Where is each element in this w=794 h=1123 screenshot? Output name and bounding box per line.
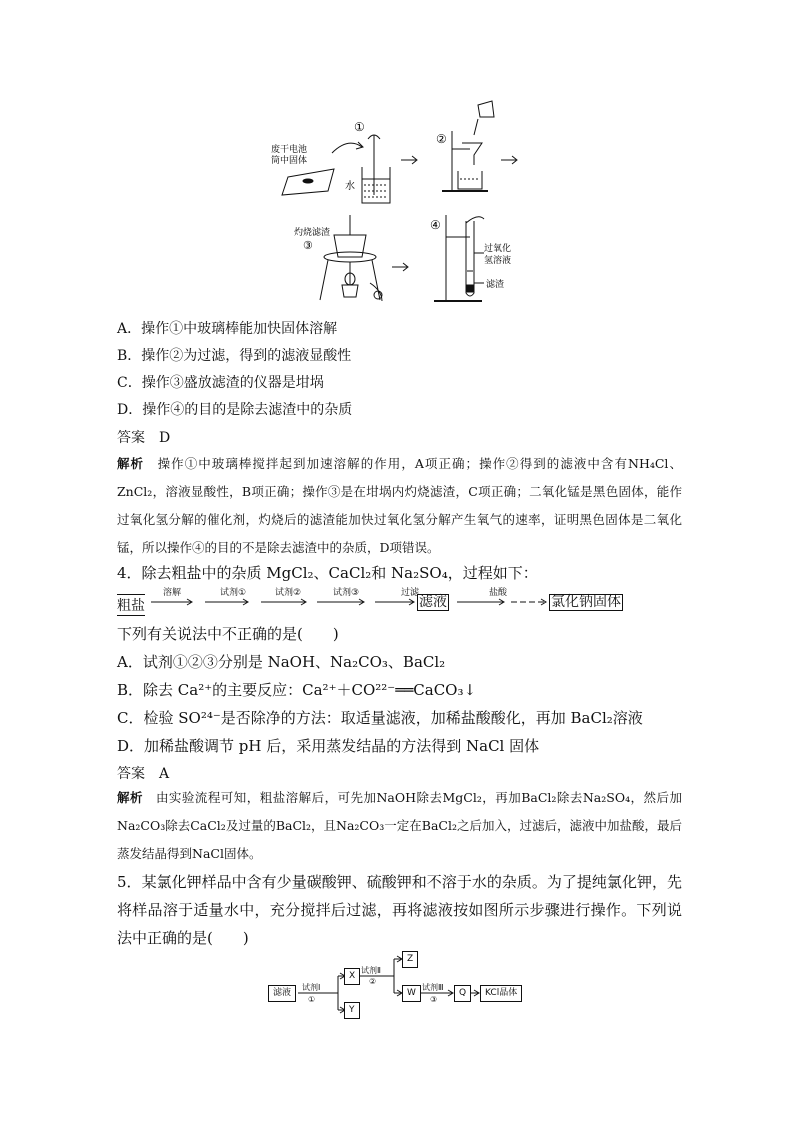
answer-label: 答案 bbox=[117, 766, 145, 782]
q5-node-x: X bbox=[344, 968, 360, 985]
answer-value: D bbox=[159, 430, 171, 446]
q5-op3: ③ bbox=[430, 995, 438, 1004]
flow-step-reagent3: 试剂③ bbox=[333, 588, 360, 598]
flow-start: 粗盐 bbox=[117, 594, 145, 616]
q3-option-c: C．操作③盛放滤渣的仪器是坩埚 bbox=[117, 375, 324, 391]
label-step2: ② bbox=[436, 132, 447, 146]
q4-option-d: D．加稀盐酸调节 pH 后，采用蒸发结晶的方法得到 NaCl 固体 bbox=[117, 737, 540, 755]
q4-answer bbox=[117, 764, 169, 784]
flow-step-reagent1: 试剂① bbox=[220, 588, 247, 598]
q4-option-b: B．除去 Ca²⁺的主要反应：Ca²⁺＋CO²²⁻══CaCO₃↓ bbox=[117, 681, 477, 699]
q4-stem: 4．除去粗盐中的杂质 MgCl₂、CaCl₂和 Na₂SO₄，过程如下： bbox=[117, 564, 538, 582]
flow-step-acid: 盐酸 bbox=[489, 588, 508, 598]
q5-node-y: Y bbox=[344, 1002, 360, 1019]
q5-node-q: Q bbox=[454, 985, 471, 1002]
q3-option-d: D．操作④的目的是除去滤渣中的杂质 bbox=[117, 402, 353, 418]
answer-value: A bbox=[159, 766, 170, 782]
analysis-text: 操作①中玻璃棒搅拌起到加速溶解的作用，A项正确；操作②得到的滤液中含有NH₄Cl、ZnCl₂，溶液显酸性，B项正确；操作③是在坩埚内灼烧滤渣，C项正确；二氧化锰是黑色固体，能作过氧化氢分解的催化剂，灼烧后的滤渣能加快过氧化氢分解产生氧气的速率，证明黑色固体是二氧化锰，所以操作④的目的不是除去滤渣中的杂质，D项错误。 bbox=[117, 456, 682, 555]
q5-node-z: Z bbox=[402, 951, 418, 968]
q5-node-w: W bbox=[402, 985, 421, 1002]
q3-option-a: A．操作①中玻璃棒能加快固体溶解 bbox=[117, 321, 338, 337]
q3-option-b: B．操作②为过滤，得到的滤液显酸性 bbox=[117, 348, 352, 364]
apparatus-drawing bbox=[270, 95, 530, 305]
label-h2o2-b: 氢溶液 bbox=[484, 256, 512, 266]
label-step3: ③ bbox=[303, 239, 313, 252]
q5-reagent3: 试剂Ⅲ bbox=[422, 983, 444, 992]
q5-reagent1: 试剂Ⅰ bbox=[302, 983, 321, 992]
label-burn: 灼烧滤渣 bbox=[294, 228, 331, 238]
label-water: 水 bbox=[345, 181, 355, 192]
q3-answer bbox=[117, 428, 170, 448]
label-residue: 滤渣 bbox=[486, 280, 505, 290]
q4-option-c: C．检验 SO²⁴⁻是否除净的方法：取适量滤液，加稀盐酸酸化，再加 BaCl₂溶液 bbox=[117, 709, 643, 727]
analysis-label: 解析 bbox=[117, 790, 143, 805]
label-solid-2: 筒中固体 bbox=[271, 156, 308, 166]
q5-flowchart bbox=[268, 946, 538, 1026]
q5-node-kcl: KCl晶体 bbox=[480, 985, 522, 1002]
flow-end: 氯化钠固体 bbox=[551, 594, 621, 610]
q5-op2: ② bbox=[369, 977, 377, 986]
apparatus-figure bbox=[270, 95, 530, 305]
q4-analysis bbox=[117, 784, 682, 868]
q5-reagent2: 试剂Ⅱ bbox=[361, 966, 381, 975]
q5-stem: 5．某氯化钾样品中含有少量碳酸钾、硫酸钾和不溶于水的杂质。为了提纯氯化钾，先将样品溶于适量水中，充分搅拌后过滤，再将滤液按如图所示步骤进行操作。下列说法中正确的是( ) bbox=[117, 873, 682, 947]
q5-op1: ① bbox=[308, 995, 316, 1004]
label-step4: ④ bbox=[430, 218, 441, 232]
label-h2o2-a: 过氧化 bbox=[484, 244, 512, 254]
analysis-label: 解析 bbox=[117, 456, 145, 471]
q4-option-a: A．试剂①②③分别是 NaOH、Na₂CO₃、BaCl₂ bbox=[117, 653, 446, 671]
flow-step-reagent2: 试剂② bbox=[275, 588, 302, 598]
analysis-text: 由实验流程可知，粗盐溶解后，可先加NaOH除去MgCl₂，再加BaCl₂除去Na₂SO₄，然后加Na₂CO₃除去CaCl₂及过量的BaCl₂，且Na₂CO₃一定在BaCl₂之后加入，过滤后，滤液中加盐酸，最后蒸发结晶得到NaCl固体。 bbox=[117, 790, 682, 861]
q5-node-filtrate: 滤液 bbox=[268, 985, 296, 1002]
label-solid-1: 废干电池 bbox=[271, 145, 308, 155]
label-step1: ① bbox=[354, 120, 365, 134]
q3-analysis bbox=[117, 450, 682, 562]
q4-flowchart bbox=[117, 588, 637, 616]
q4-question: 下列有关说法中不正确的是( ) bbox=[117, 625, 339, 643]
flow-mid: 滤液 bbox=[419, 594, 447, 610]
answer-label: 答案 bbox=[117, 430, 145, 446]
flow-step-dissolve: 溶解 bbox=[163, 588, 182, 598]
flow-step-filter: 过滤 bbox=[401, 588, 420, 598]
